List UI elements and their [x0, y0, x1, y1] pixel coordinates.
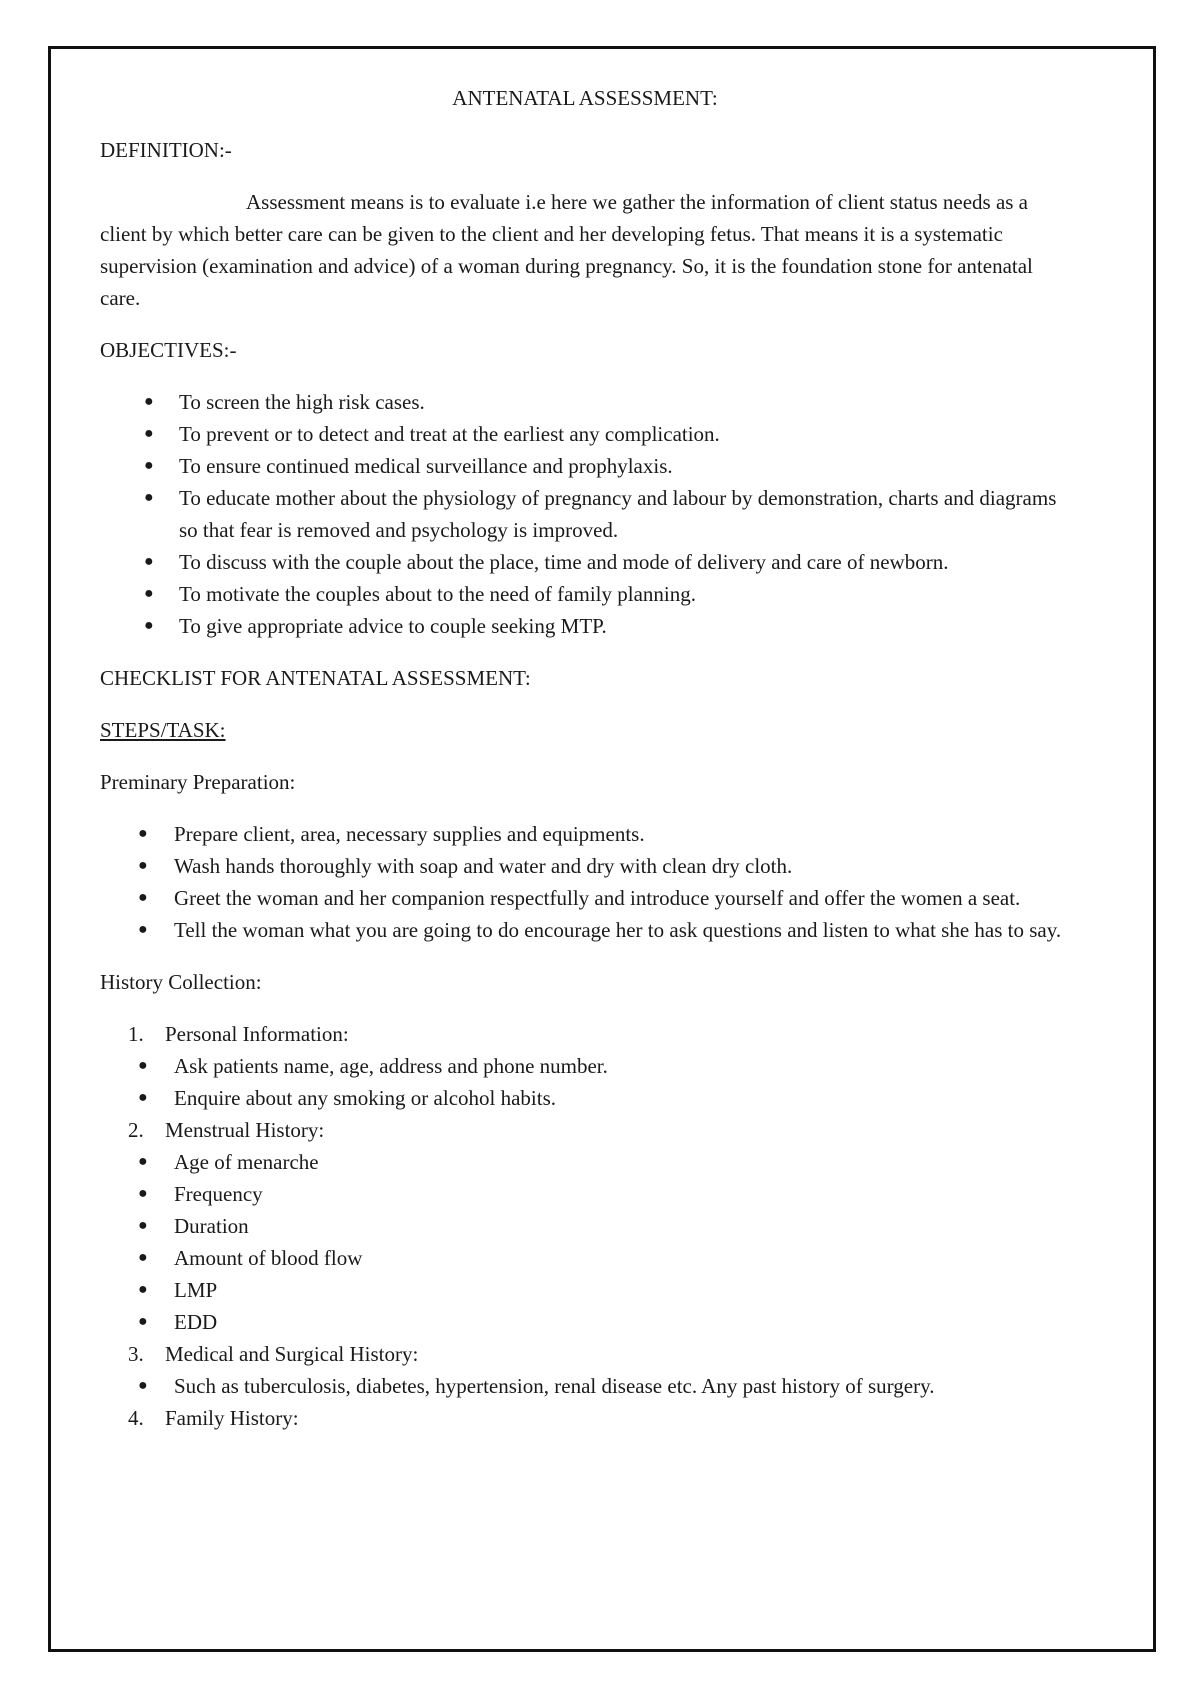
list-item: ● Wash hands thoroughly with soap and water and dry with clean dry cloth.: [100, 850, 1070, 882]
bullet-icon: ●: [138, 1089, 148, 1106]
list-item: ● Frequency: [100, 1178, 1070, 1210]
bullet-icon: ●: [144, 585, 154, 602]
list-item: ● To educate mother about the physiology of pregnancy and labour by demonstration, charts and diagrams so that fear is removed and psychology is improved.: [100, 482, 1070, 546]
list-item: ● To motivate the couples about to the need of family planning.: [100, 578, 1070, 610]
list-item: ● Age of menarche: [100, 1146, 1070, 1178]
list-item: ● Ask patients name, age, address and phone number.: [100, 1050, 1070, 1082]
list-item: ● Tell the woman what you are going to do encourage her to ask questions and listen to what she has to say.: [100, 914, 1070, 946]
steps-heading: STEPS/TASK:: [100, 718, 226, 742]
list-item: ● EDD: [100, 1306, 1070, 1338]
list-item: ● To screen the high risk cases.: [100, 386, 1070, 418]
list-item: ● To ensure continued medical surveillance and prophylaxis.: [100, 450, 1070, 482]
bullet-icon: ●: [138, 1057, 148, 1074]
list-item: ● Amount of blood flow: [100, 1242, 1070, 1274]
bullet-icon: ●: [144, 393, 154, 410]
list-item: ● Greet the woman and her companion respectfully and introduce yourself and offer the women a seat.: [100, 882, 1070, 914]
list-item: ● Duration: [100, 1210, 1070, 1242]
history-section-personal: 1. Personal Information:: [128, 1022, 349, 1046]
bullet-icon: ●: [144, 553, 154, 570]
list-item: ● Prepare client, area, necessary supplies and equipments.: [100, 818, 1070, 850]
bullet-icon: ●: [138, 1153, 148, 1170]
bullet-icon: ●: [138, 889, 148, 906]
definition-heading: DEFINITION:-: [100, 138, 232, 162]
document-body: [100, 82, 1070, 1434]
history-section-family: 4. Family History:: [128, 1406, 299, 1430]
bullet-icon: ●: [144, 457, 154, 474]
bullet-icon: ●: [138, 1217, 148, 1234]
history-section-menstrual: 2. Menstrual History:: [128, 1118, 325, 1142]
bullet-icon: ●: [138, 1377, 148, 1394]
history-list: [100, 1018, 1070, 1434]
bullet-icon: ●: [138, 1281, 148, 1298]
bullet-icon: ●: [144, 425, 154, 442]
objectives-heading: OBJECTIVES:-: [100, 338, 237, 362]
checklist-heading: CHECKLIST FOR ANTENATAL ASSESSMENT:: [100, 666, 531, 690]
list-item: ● To prevent or to detect and treat at the earliest any complication.: [100, 418, 1070, 450]
definition-paragraph: Assessment means is to evaluate i.e here we gather the information of client status needs as a client by which better care can be given to the client and her developing fetus. That means it is a systematic supervision (examination and advice) of a woman during pregnancy. So, it is the foundation stone for antenatal care.: [100, 190, 1033, 310]
bullet-icon: ●: [138, 1249, 148, 1266]
list-item: ● To discuss with the couple about the place, time and mode of delivery and care of newborn.: [100, 546, 1070, 578]
history-heading: History Collection:: [100, 970, 262, 994]
list-item: ● To give appropriate advice to couple seeking MTP.: [100, 610, 1070, 642]
bullet-icon: ●: [138, 825, 148, 842]
bullet-icon: ●: [138, 1313, 148, 1330]
bullet-icon: ●: [144, 489, 154, 506]
list-item: ● Such as tuberculosis, diabetes, hypertension, renal disease etc. Any past history of surgery.: [100, 1370, 1070, 1402]
objectives-list: [100, 386, 1070, 642]
history-section-medical-surgical: 3. Medical and Surgical History:: [128, 1342, 419, 1366]
bullet-icon: ●: [138, 1185, 148, 1202]
bullet-icon: ●: [138, 857, 148, 874]
preliminary-list: [100, 818, 1070, 946]
preliminary-heading: Preminary Preparation:: [100, 770, 296, 794]
document-title: ANTENATAL ASSESSMENT:: [452, 86, 718, 110]
bullet-icon: ●: [138, 921, 148, 938]
list-item: ● Enquire about any smoking or alcohol habits.: [100, 1082, 1070, 1114]
bullet-icon: ●: [144, 617, 154, 634]
list-item: ● LMP: [100, 1274, 1070, 1306]
